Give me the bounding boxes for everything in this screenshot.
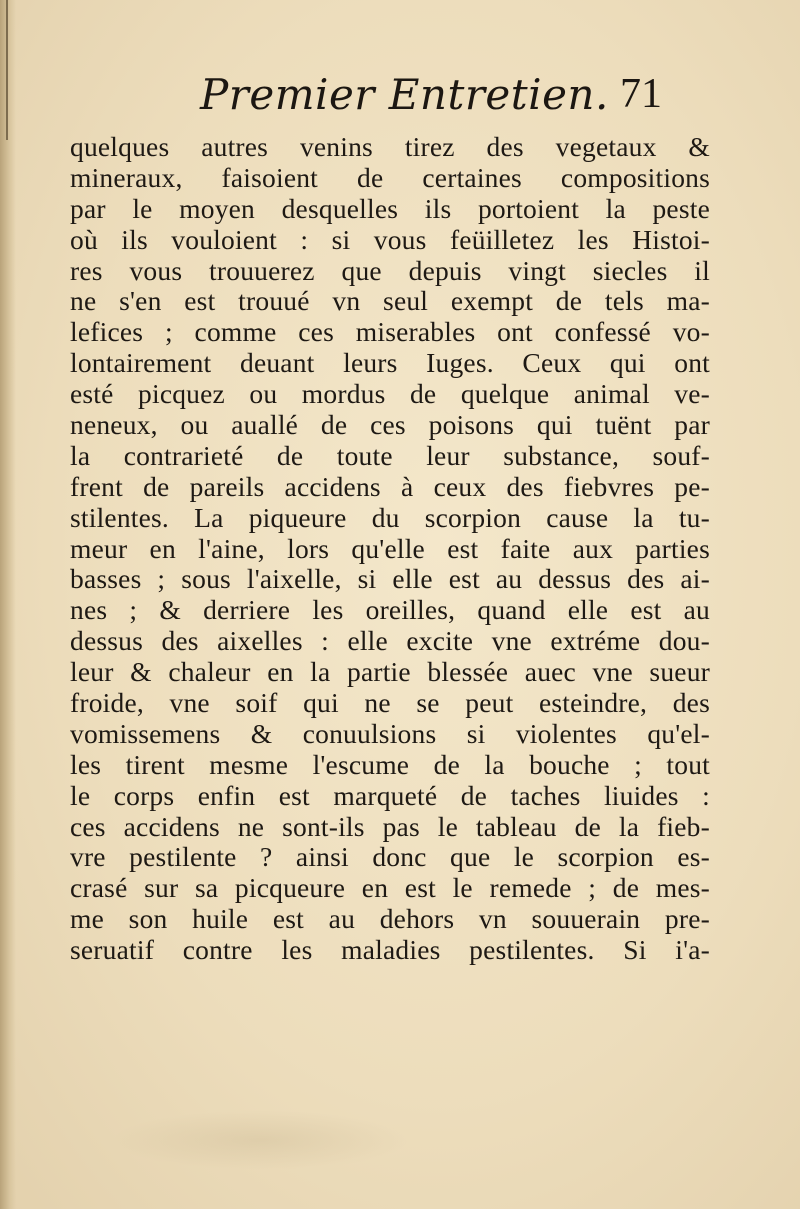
text-line: res vous trouuerez que depuis vingt siecles il [70, 254, 710, 286]
text-line: quelques autres venins tirez des vegetaux & [70, 131, 710, 162]
text-line: nes ; & derriere les oreilles, quand elle est au [70, 594, 710, 626]
page-number: 71 [620, 71, 662, 117]
text-line: frent de pareils accidens à ceux des fiebvres pe- [70, 470, 710, 502]
text-line: vomissemens & conuulsions si violentes qu'el- [70, 717, 710, 749]
text-line: basses ; sous l'aixelle, si elle est au dessus des ai- [70, 563, 710, 595]
text-line: par le moyen desquelles ils portoient la peste [70, 192, 710, 224]
text-line: lefices ; comme ces miserables ont confessé vo- [70, 316, 710, 348]
paper-stain [110, 1110, 410, 1170]
text-line: crasé sur sa picqueure en est le remede ; de mes- [70, 872, 710, 904]
text-line: mineraux, faisoient de certaines compositions [70, 161, 710, 193]
text-line: dessus des aixelles : elle excite vne extréme dou- [70, 625, 710, 657]
body-text [70, 132, 710, 966]
page-gutter-edge [0, 0, 16, 1209]
text-line: seruatif contre les maladies pestilentes. Si i'a- [70, 934, 710, 966]
page-header [0, 70, 800, 130]
text-line: ces accidens ne sont-ils pas le tableau de la fieb- [70, 810, 710, 842]
text-line: stilentes. La piqueure du scorpion cause la tu- [70, 501, 710, 533]
text-line: me son huile est au dehors vn souuerain pre- [70, 903, 710, 935]
text-line: vre pestilente ? ainsi donc que le scorpion es- [70, 841, 710, 873]
text-line: la contrarieté de toute leur substance, souf- [70, 439, 710, 471]
text-line: lontairement deuant leurs Iuges. Ceux qui ont [70, 347, 710, 379]
text-line: ne s'en est trouué vn seul exempt de tels ma- [70, 285, 710, 317]
text-line: leur & chaleur en la partie blessée auec vne sueur [70, 656, 710, 688]
text-line: neneux, ou auallé de ces poisons qui tuënt par [70, 409, 710, 441]
text-line: où ils vouloient : si vous feüilletez les Histoi- [70, 223, 710, 255]
text-line: le corps enfin est marqueté de taches liuides : [70, 779, 710, 811]
text-line: les tirent mesme l'escume de la bouche ; tout [70, 748, 710, 780]
text-line: meur en l'aine, lors qu'elle est faite aux parties [70, 532, 710, 564]
text-line: froide, vne soif qui ne se peut esteindre, des [70, 687, 710, 719]
running-title: Premier Entretien. [200, 70, 609, 119]
text-line: esté picquez ou mordus de quelque animal ve- [70, 378, 710, 410]
